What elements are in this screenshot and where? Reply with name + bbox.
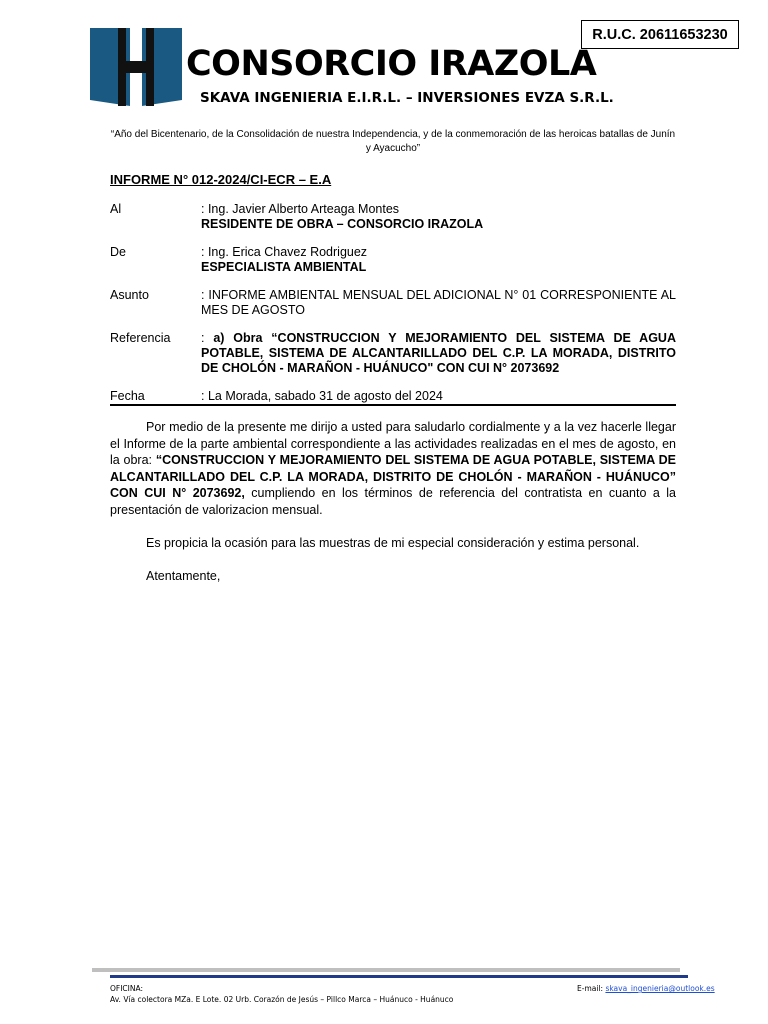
field-al-name: : Ing. Javier Alberto Arteaga Montes	[201, 202, 400, 216]
footer-email-link[interactable]: skava_ingenieria@outlook.es	[605, 984, 715, 993]
closing: Atentamente,	[146, 569, 221, 583]
logo-right-bar	[146, 28, 154, 106]
field-referencia	[110, 331, 676, 379]
field-de-label: De	[110, 245, 126, 259]
field-referencia-label: Referencia	[110, 331, 171, 345]
field-al	[110, 202, 676, 234]
field-fecha	[110, 389, 676, 404]
header-divider	[110, 404, 676, 406]
field-asunto-value: : INFORME AMBIENTAL MENSUAL DEL ADICIONAL N° 01 CORRESPONIENTE AL MES DE AGOSTO	[201, 288, 676, 317]
p1-intro: Por medio de la presente me dirijo a usted para saludarlo cordialmente y a la vez hacerle llegar el Informe de la parte ambiental correspondiente a las actividades realizadas en el mes de agosto, en la obra:	[110, 420, 676, 468]
footer-bar-gray	[92, 968, 680, 972]
footer-bar-blue	[110, 975, 688, 978]
footer-address: Av. Vía colectora MZa. E Lote. 02 Urb. Corazón de Jesús – Pillco Marca – Huánuco - Huánuco	[110, 995, 454, 1004]
company-name: CONSORCIO IRAZOLA	[186, 44, 597, 84]
ruc-box: R.U.C. 20611653230	[581, 20, 739, 49]
field-al-label: Al	[110, 202, 122, 216]
footer-office-label: OFICINA:	[110, 984, 144, 993]
field-asunto-label: Asunto	[110, 288, 149, 302]
company-subtitle: SKAVA INGENIERIA E.I.R.L. – INVERSIONES EVZA S.R.L.	[200, 90, 614, 106]
logo-left-bar	[118, 28, 126, 106]
body-paragraph-2: Es propicia la ocasión para las muestras de mi especial consideración y estima personal.	[146, 536, 640, 550]
field-asunto	[110, 288, 676, 320]
field-referencia-prefix: :	[201, 331, 205, 345]
footer-email	[577, 983, 715, 994]
informe-number: INFORME N° 012-2024/CI-ECR – E.A	[110, 172, 332, 187]
field-referencia-value: a) Obra “CONSTRUCCION Y MEJORAMIENTO DEL SISTEMA DE AGUA POTABLE, SISTEMA DE ALCANTARILLADO DEL C.P. LA MORADA, DISTRITO DE CHOLÓN - MARAÑON - HUÁNUCO" CON CUI N° 2073692	[201, 331, 676, 375]
year-motto: “Año del Bicentenario, de la Consolidación de nuestra Independencia, y de la conmemoración de las heroicas batallas de Junín y Ayacucho”	[110, 129, 676, 154]
company-logo	[90, 28, 182, 106]
footer-office	[110, 983, 453, 1005]
body-paragraph-1	[110, 419, 676, 519]
footer-email-label: E-mail:	[577, 984, 606, 993]
field-de-name: : Ing. Erica Chavez Rodriguez	[201, 245, 368, 259]
field-al-title: RESIDENTE DE OBRA – CONSORCIO IRAZOLA	[201, 217, 484, 231]
p1-end: cumpliendo en los términos de referencia del contratista en cuanto a la presentación de valorizacion mensual.	[110, 486, 676, 517]
logo-crossbar	[126, 61, 146, 73]
field-de-title: ESPECIALISTA AMBIENTAL	[201, 260, 367, 274]
field-de	[110, 245, 676, 277]
p1-bold-project: “CONSTRUCCION Y MEJORAMIENTO DEL SISTEMA DE AGUA POTABLE, SISTEMA DE ALCANTARILLADO DEL C.P. LA MORADA, DISTRITO DE CHOLÓN - MARAÑON - HUÁNUCO” CON CUI N° 2073692,	[110, 453, 676, 501]
field-fecha-label: Fecha	[110, 389, 145, 403]
field-fecha-value: : La Morada, sabado 31 de agosto del 2024	[201, 389, 443, 403]
